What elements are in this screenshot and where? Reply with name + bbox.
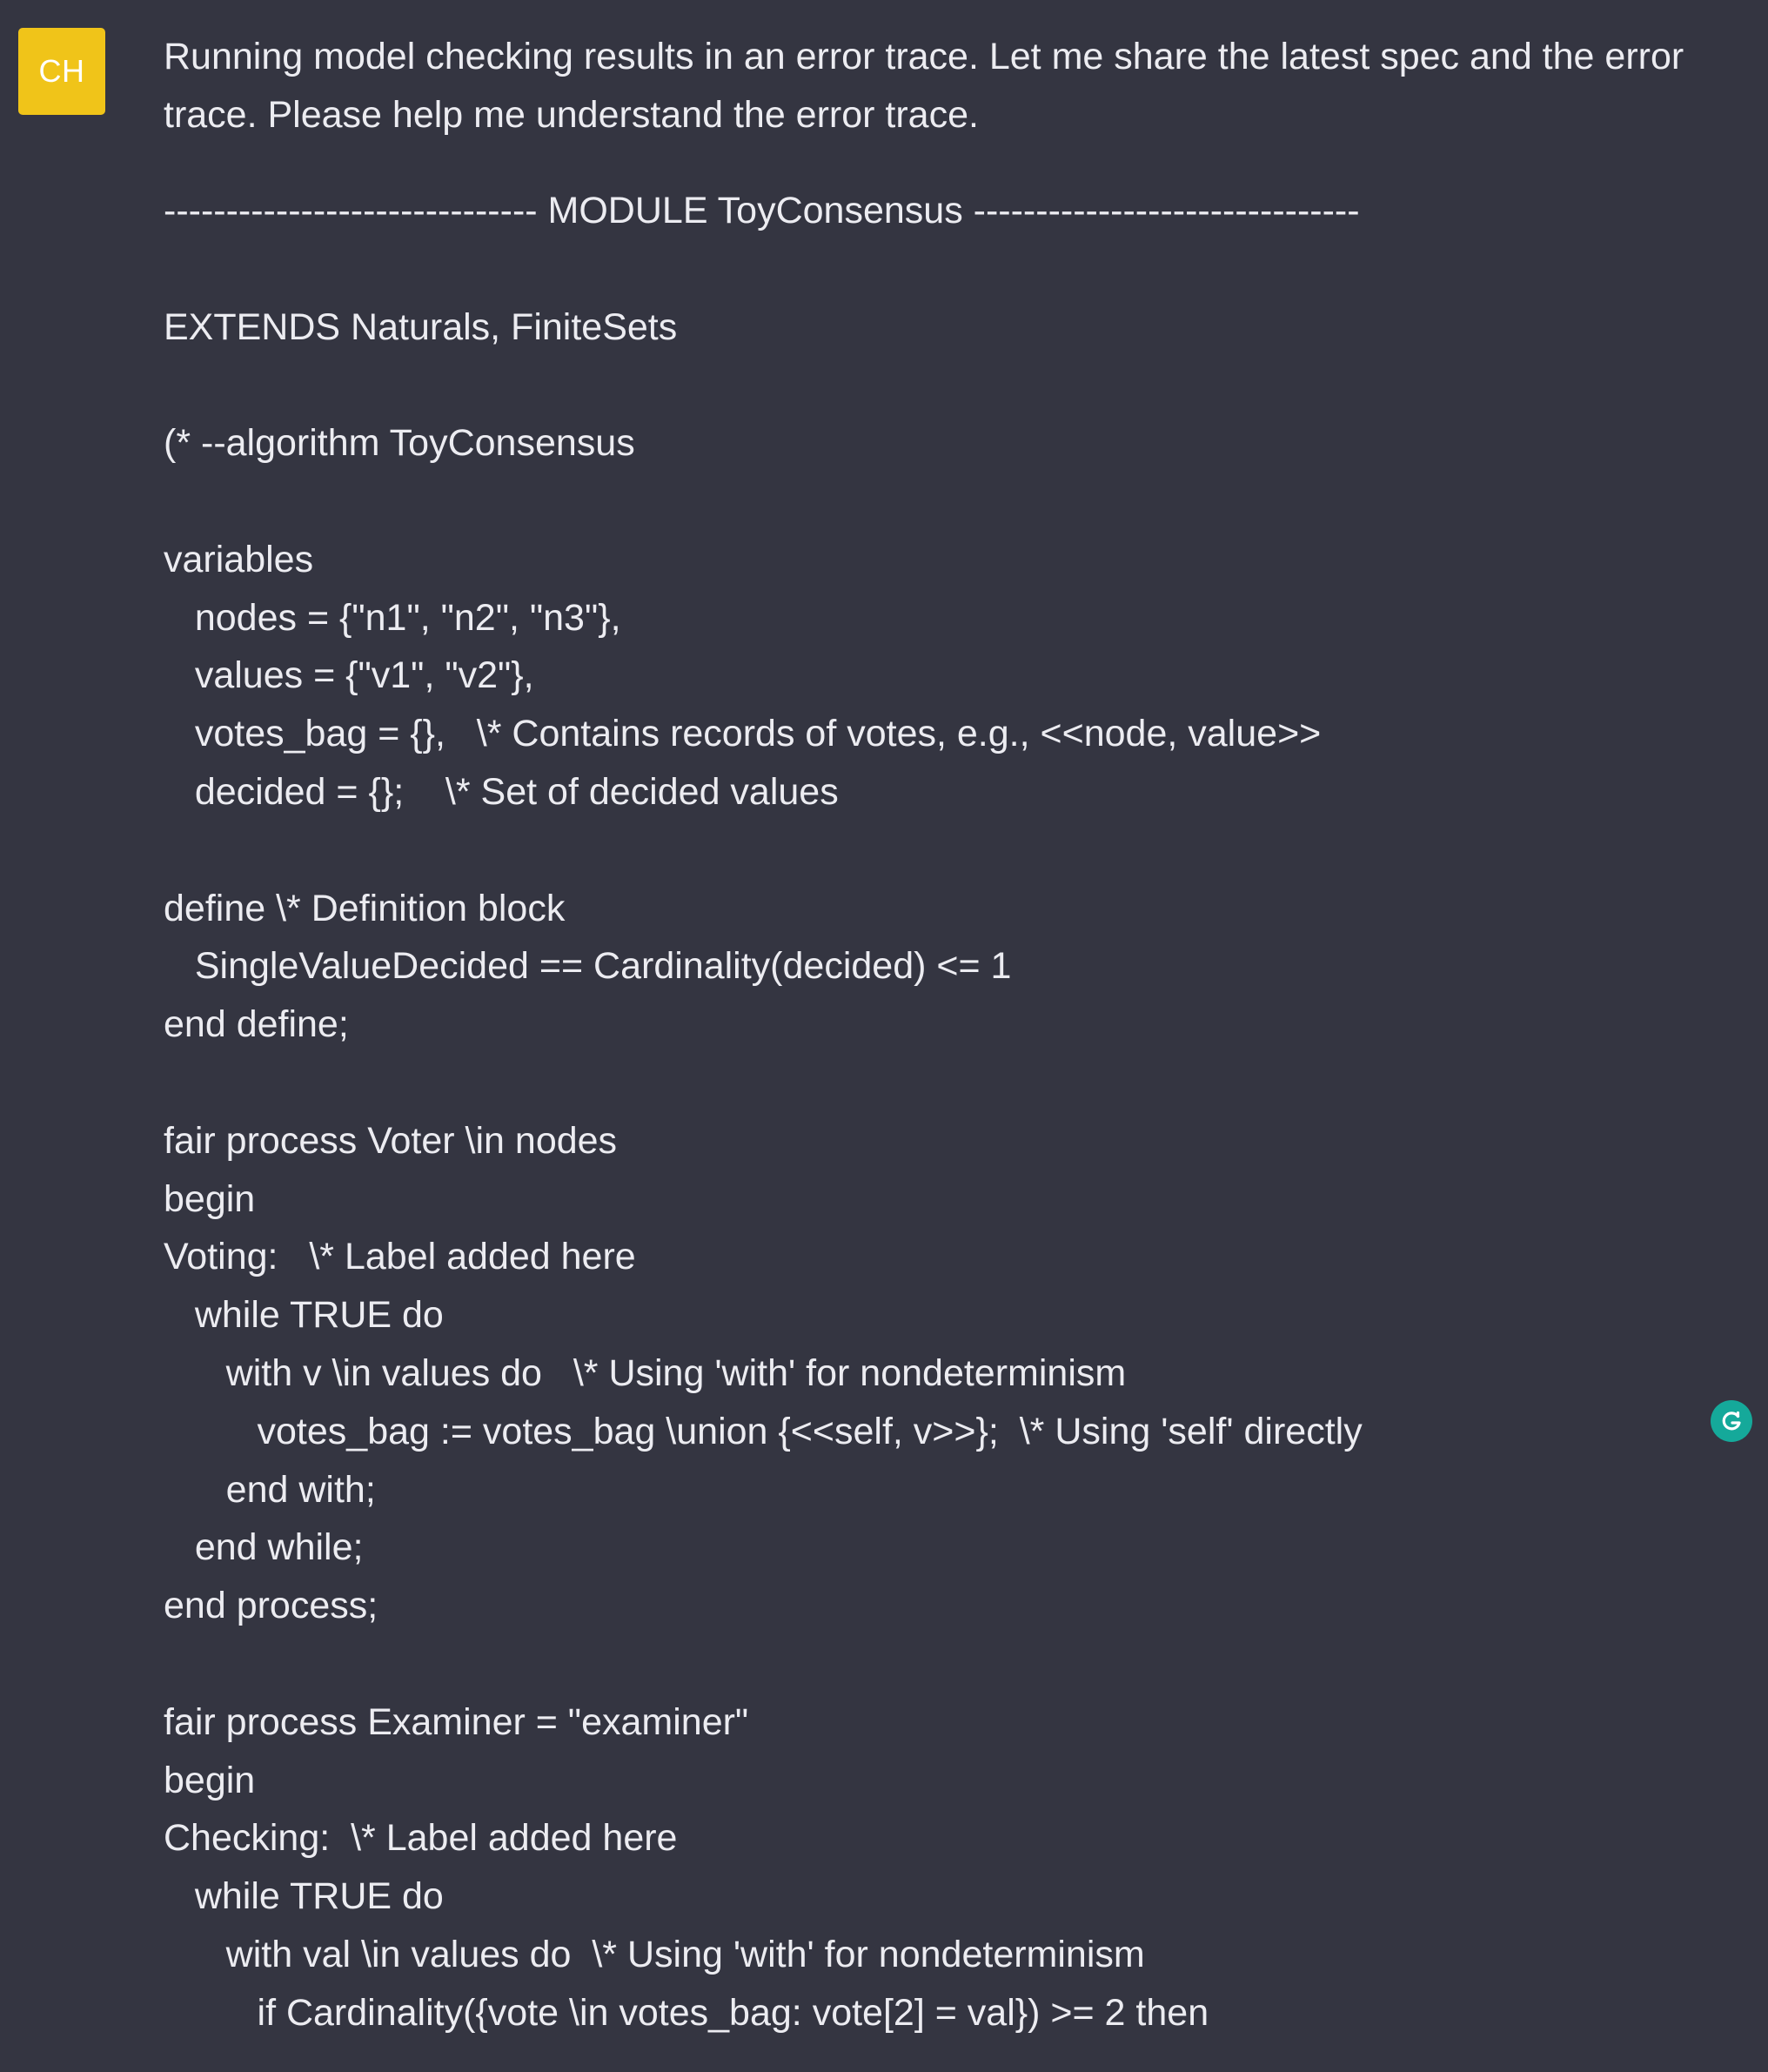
message-body xyxy=(164,28,1738,2042)
code-line xyxy=(164,473,1738,531)
code-line: end while; xyxy=(164,1526,364,1569)
code-line xyxy=(164,1635,1738,1693)
code-line: begin xyxy=(164,1759,256,1801)
code-line: decided = {}; \* Set of decided values xyxy=(164,770,839,813)
code-line: end define; xyxy=(164,1003,349,1046)
code-line: votes_bag := votes_bag \union {<<self, v>>}; \* Using 'self' directly xyxy=(164,1410,1363,1452)
code-line: end process; xyxy=(164,1585,378,1627)
code-line xyxy=(164,1054,1738,1112)
code-line: nodes = {"n1", "n2", "n3"}, xyxy=(164,596,621,639)
code-line: values = {"v1", "v2"}, xyxy=(164,654,534,697)
code-line: begin xyxy=(164,1177,256,1220)
code-line: fair process Examiner = "examiner" xyxy=(164,1700,749,1743)
code-line: fair process Voter \in nodes xyxy=(164,1119,618,1162)
code-line: (* --algorithm ToyConsensus xyxy=(164,422,635,465)
code-line: votes_bag = {}, \* Contains records of votes, e.g., <<node, value>> xyxy=(164,713,1322,755)
code-line: ------------------------------ MODULE ToyConsensus ------------------------------- xyxy=(164,190,1360,231)
code-line xyxy=(164,356,1738,414)
code-line: SingleValueDecided == Cardinality(decided) <= 1 xyxy=(164,945,1012,988)
code-line: Checking: \* Label added here xyxy=(164,1817,678,1860)
grammarly-g-glyph xyxy=(1718,1408,1745,1434)
user-avatar xyxy=(18,28,105,115)
code-line: define \* Definition block xyxy=(164,887,566,929)
code-line: if Cardinality({vote \in votes_bag: vote[2] = val}) >= 2 then xyxy=(164,1991,1209,2034)
code-line xyxy=(164,240,1738,298)
code-line: with val \in values do \* Using 'with' for nondeterminism xyxy=(164,1933,1145,1975)
code-line: with v \in values do \* Using 'with' for nondeterminism xyxy=(164,1351,1127,1394)
avatar-initials: CH xyxy=(38,53,85,89)
grammarly-icon[interactable] xyxy=(1711,1400,1752,1442)
code-line: Voting: \* Label added here xyxy=(164,1236,636,1278)
code-line: EXTENDS Naturals, FiniteSets xyxy=(164,305,678,348)
code-block xyxy=(164,182,1738,2042)
code-line: while TRUE do xyxy=(164,1875,444,1918)
code-line: while TRUE do xyxy=(164,1294,444,1337)
code-line xyxy=(164,821,1738,880)
code-line: variables xyxy=(164,538,314,580)
message-intro: Running model checking results in an error trace. Let me share the latest spec and the error trace. Please help me understand the error trace. xyxy=(164,36,1684,136)
code-line: end with; xyxy=(164,1468,376,1511)
